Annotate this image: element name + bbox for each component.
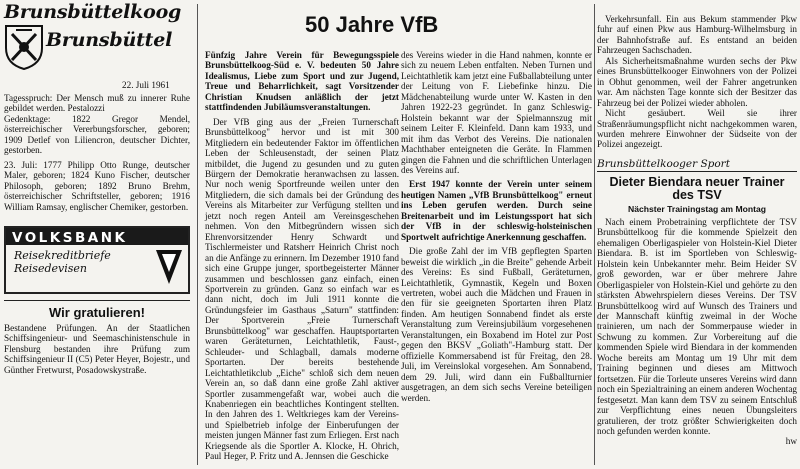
sicherheitsmassnahme: Als Sicherheitsmaßnahme wurden sechs der Pkw eines Brunsbüttelkooger Einwohners von der Polizei in Obhut genommen, weil der Fahrer angetrunken war. Am nächsten Tage konnte sich der Besitzer das Fahrzeug bei der Polizei wieder abholen.: [597, 55, 797, 108]
ad-bank-name: VOLKSBANK: [6, 228, 188, 245]
july-23-entry: 23. Juli: 1777 Philipp Otto Runge, deutscher Maler, geboren; 1824 Kuno Fischer, deutscher Philosoph, geboren; 1892 Bruno Brehm, österreichischer Schriftsteller, geboren; 1916 William Ramsay, englischer Chemiker, gestorben.: [4, 159, 190, 212]
tagesspruch: Tagesspruch: Der Mensch muß zu innerer Ruhe gebildet werden. Pestalozzi: [4, 93, 190, 114]
article-body-part2: des Vereins wieder in die Hand nahmen, konnte er sich zu neuem Leben entfalten. Neben Turnen und Leichtathletik kam jetzt eine Fußballabteilung unter der Leitung von F. Liebefinke hinzu. Die Mädchenabteilung wurde unter W. Kasten in den Jahren 1922-23 gegründet. In ganz Schleswig-Holstein bekannt war der Spielmannszug mit seinem Leiter F. Kleinfeld. Dann kam 1933, und mit ihm das Verbot des Vereins. Die nationalen Machthaber enteigneten die Geräte. In Flammen gingen die Fahnen und die schriftlichen Unterlagen des Vereins auf.: [401, 50, 592, 175]
article-lead: Fünfzig Jahre Verein für Bewegungsspiele Brunsbüttelkoog-Süd e. V. bedeuten 50 Jahre Idealismus, Liebe zum Sport und zur Jugend, Treue und Beharrlichkeit, sagt Vorsitzender Christian Knudsen anläßlich der jetzt stattfindenden Jubiläumsveranstaltungen.: [205, 50, 399, 113]
town-crest-icon: [4, 22, 44, 70]
column-rule: [594, 4, 595, 465]
author-signature: hw: [785, 436, 797, 447]
congrats-heading: Wir gratulieren!: [49, 305, 145, 320]
congrats-body: Bestandene Prüfungen. An der Staatlichen Schiffsingenieur- und Seemaschinistenschule in Flensburg bestanden ihre Prüfung zum Schiffsingenieur II (C5) Peter Heyer, Bojestr., und Günther Fretwurst, Posadowskystraße.: [4, 323, 190, 375]
issue-date: 22. Juli 1961: [122, 80, 170, 90]
sport-subheadline: Nächster Trainingstag am Montag: [627, 203, 766, 214]
news-column-right: [597, 14, 797, 446]
verkehrsunfall: Verkehrsunfall. Ein aus Bekum stammender Pkw fuhr auf einen Pkw aus Hamburg-Wilhelmsburg in der Bahnhofstraße auf. Es entstand an beiden Fahrzeugen Sachschaden.: [597, 14, 797, 56]
article-column-left: [205, 50, 399, 462]
divider: [4, 300, 190, 301]
column-rule: [197, 4, 198, 465]
article-bold-paragraph: Erst 1947 konnte der Verein unter seinem heutigen Namen „VfB Brunsbüttelkoog" erneut ins Leben gerufen werden. Durch seine Breitenarbeit und im Leistungssport hat sich der VfB in der schleswig-holsteinischen Sportwelt aufrichtige Anerkennung geschaffen.: [401, 179, 592, 242]
volksbank-logo-icon: [156, 250, 182, 290]
sport-section-header: Brunsbüttelkooger Sport: [597, 158, 797, 172]
article-body-part1: Der VfB ging aus der „Freien Turnerschaft Brunsbüttelkoog" hervor und ist mit 300 Mitgliedern ein bedeutender Faktor im öffentlichen Leben der Schleusenstadt, der seinen Platz mitbildet, die Jugend zu gesunden und zu guten Bürgern der Demokratie heranwachsen zu lassen. Nur noch wenig Sportfreunde weilen unter den Mitgliedern, die sich damals bei der Gründung des Vereins als Mitarbeiter zur Verfügung stellten und jetzt noch regen Anteil am Vereinsgeschehen nehmen. Von den Mitbegründern wissen sich Ehrenvorsitzender Henry Schwardt und Tischlermeister und Ratsherr Heinrich Christ noch an die Anfänge zu erinnern. Im Dezember 1910 fand sich eine Gruppe junger, sportbegeisterter Männer zusammen und beschlossen ganz einfach, einen Sportverein zu gründen. Ganz so einfach war es dann nicht, doch im Juli 1911 konnte die Gründungsfeier im Gasthaus „Saturn" stattfinden: Der Sportverein „Freie Turnerschaft Brunsbüttelkoog" war geschaffen. Hauptsportarten waren Geräteturnen, Leichtathletik, Faust-, Schleuder- und Schlagball, damals moderne Sportarten. Der bereits bestehende Leichtathletikclub „Eiche" schloß sich dem neuen Verein an, so daß dann eine große Zahl aktiver Sportler zusammengefaßt war, wobei auch die Knabenriegen ein beachtliches Kontingent stellten. In den Jahren des 1. Weltkrieges kam der Vereins- und Spielbetrieb infolge der Einberufungen der meisten jungen Männer fast zum Erliegen. Erst nach Kriegsende als die Sportler A. Klocke, H. Ohrich, Paul Heger, P. Fritz und A. Jennsen die Geschicke: [205, 116, 399, 462]
article-body-part3: Die große Zahl der im VfB gepflegten Sparten beweist die wirklich „in die Breite" gehende Arbeit des Vereins: Es sind Fußball, Geräteturnen, Leichtathletik, Gymnastik, Kegeln und Boxen vertreten, wobei auch die Mädchen und Frauen in den für sie geeigneten Sportarten ihren Platz finden. Am heutigen Sonnabend findet als erste Veranstaltung zum Vereinsjubiläum vorgesehenen Veranstaltungen, ein Boxabend im Hotel zur Post gegen den BKSV „Goliath"-Hamburg statt. Der offizielle Kommersabend ist für Freitag, den 28. Juli, im Vereinslokal vorgesehen. Am Sonnabend, dem 29. Juli, wird dann ein Fußballturnier ausgetragen, an dem sich sechs Vereine beteiligen werden.: [401, 246, 592, 403]
sport-body: Nach einem Probetraining verpflichtete der TSV Brunsbüttelkoog für die kommende Spielzeit den ehemaligen Oberligaspieler von Holstein-Kiel Dieter Biendara. B. ist im Sportleben von Schleswig-Holstein kein Unbekannter mehr. Beim Heider SV groß geworden, war er über mehrere Jahre Oberligaspieler von Holstein-Kiel und gehörte zu den stärksten Abwehrspielern dieses Vereins. Der TSV Brunsbüttelkoog wird auf Wunsch des Trainers und der Mannschaft künftig zweimal in der Woche trainieren, um nach der Sommerpause wieder in Schwung zu kommen. Zur Vorbereitung auf die kommenden Spiele wird Biendara in der kommenden Woche bereits am Montag um 19 Uhr mit dem Training beginnen und dieses am Mittwoch fortsetzen. Für die Torleute unseres Vereins wird dann noch ein Spezialtraining an einem anderen Wochentag festgesetzt. Man kann dem TSV zu seinem Entschluß zur Verpflichtung eines neuen Übungsleiters gratulieren, der trotz größter Schwierigkeiten doch noch gefunden werden konnte.: [597, 216, 797, 436]
gedenktage: Gedenktage: 1822 Gregor Mendel, österreichischer Vererbungsforscher, geboren; 1909 Detlef von Liliencron, deutscher Dichter, gestorben.: [4, 113, 190, 156]
ad-line-1: Reisekreditbriefe: [14, 249, 111, 262]
article-column-right: [401, 50, 592, 403]
masthead-title: Brunsbüttelkoog: [4, 1, 182, 23]
nicht-gesaeubert: Nicht gesäubert. Weil sie ihrer Straßenräumungspflicht nicht nachgekommen waren, wurden mehrere Einwohner der Südseite von der Polizei angezeigt.: [597, 108, 797, 150]
ad-line-2: Reisedevisen: [14, 262, 87, 275]
volksbank-ad: [4, 226, 190, 294]
vfb-article: [205, 0, 593, 38]
sport-headline: Dieter Biendara neuer Trainer des TSV: [609, 174, 785, 202]
masthead-subtitle: Brunsbüttel: [46, 29, 173, 51]
article-title: 50 Jahre VfB: [305, 12, 439, 37]
